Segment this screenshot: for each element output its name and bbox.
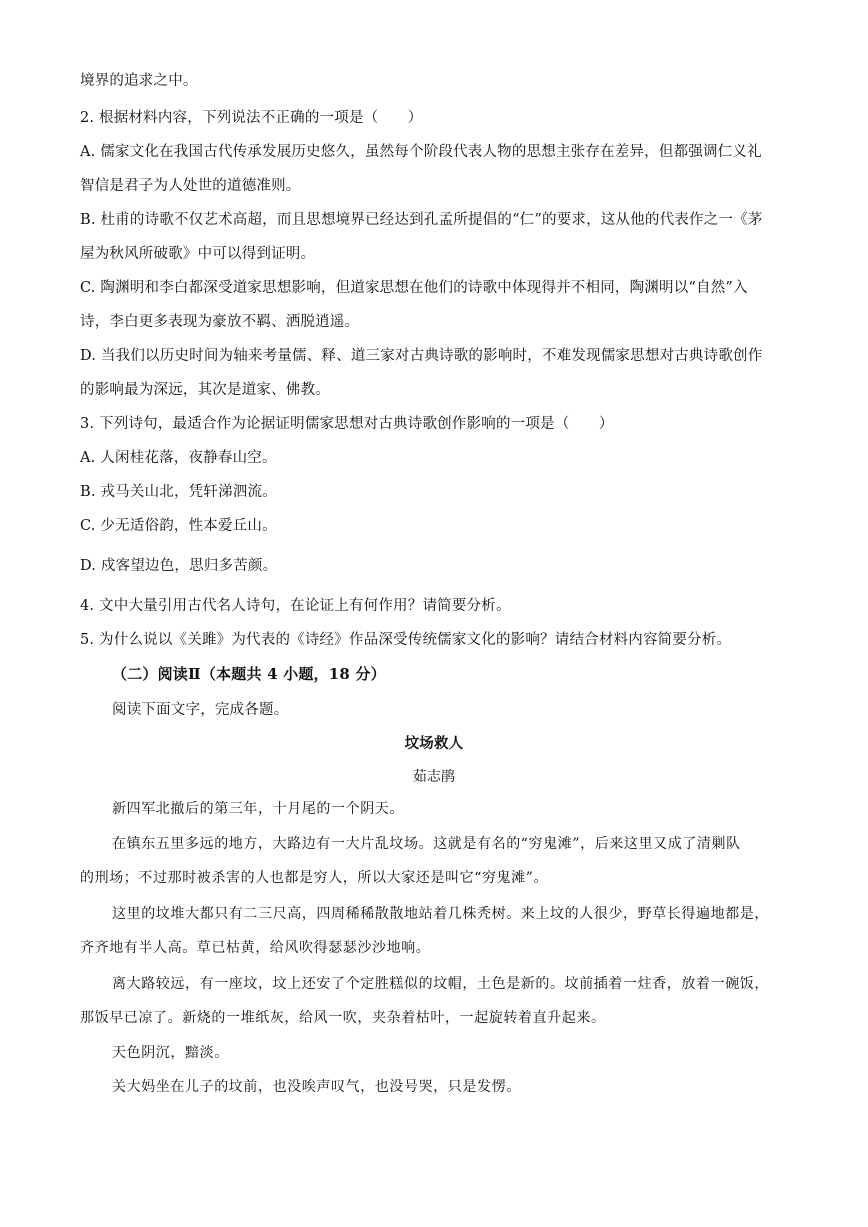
story-paragraph: 新四军北撤后的第三年，十月尾的一个阴天。 <box>112 801 404 817</box>
story-paragraph-cont: 那饭早已凉了。新烧的一堆纸灰，给风一吹，夹杂着枯叶，一起旋转着直升起来。 <box>80 1010 606 1026</box>
story-title: 坟场救人 <box>404 735 464 752</box>
story-paragraph: 关大妈坐在儿子的坟前，也没唉声叹气，也没号哭，只是发愣。 <box>112 1079 521 1095</box>
story-paragraph: 这里的坟堆大都只有二三尺高，四周稀稀散散地站着几株秃树。来上坟的人很少，野草长得遍地都是， <box>112 906 769 922</box>
story-paragraph: 天色阴沉，黯淡。 <box>112 1045 229 1061</box>
q2-option-d: D. 当我们以历史时间为轴来考量儒、释、道三家对古典诗歌的影响时，不难发现儒家思想对古典诗歌创作 <box>80 348 763 364</box>
q2-option-b-cont: 屋为秋风所破歌》中可以得到证明。 <box>80 246 316 262</box>
question-5: 5. 为什么说以《关雎》为代表的《诗经》作品深受传统儒家文化的影响？请结合材料内容简要分析。 <box>80 632 732 648</box>
text-line: 境界的追求之中。 <box>80 73 198 89</box>
q3-option-c: C. 少无适俗韵，性本爱丘山。 <box>80 518 277 534</box>
section-heading: （二）阅读Ⅱ（本题共 4 小题，18 分） <box>112 665 386 683</box>
instruction-text: 阅读下面文字，完成各题。 <box>112 702 289 718</box>
question-2: 2. 根据材料内容，下列说法不正确的一项是（ ） <box>80 110 423 126</box>
q2-option-a-cont: 智信是君子为人处世的道德准则。 <box>80 178 301 194</box>
q3-option-d: D. 戍客望边色，思归多苦颜。 <box>80 558 278 574</box>
story-paragraph: 离大路较远，有一座坟，坟上还安了个定胜糕似的坟帽，土色是新的。坟前插着一炷香，放着一碗饭， <box>112 976 769 992</box>
q2-option-b: B. 杜甫的诗歌不仅艺术高超，而且思想境界已经达到孔孟所提倡的“仁”的要求，这从他的代表作之一《茅 <box>80 212 763 228</box>
story-author: 茹志鹃 <box>412 769 456 785</box>
q3-option-a: A. 人闲桂花落，夜静春山空。 <box>80 450 277 466</box>
story-paragraph-cont: 齐齐地有半人高。草已枯黄，给风吹得瑟瑟沙沙地响。 <box>80 940 431 956</box>
q2-option-d-cont: 的影响最为深远，其次是道家、佛教。 <box>80 382 330 398</box>
q2-option-c-cont: 诗，李白更多表现为豪放不羁、洒脱逍遥。 <box>80 314 360 330</box>
story-paragraph: 在镇东五里多远的地方，大路边有一大片乱坟场。这就是有名的“穷鬼滩”，后来这里又成了清剿队 <box>112 836 741 852</box>
question-4: 4. 文中大量引用古代名人诗句，在论证上有何作用？请简要分析。 <box>80 598 511 614</box>
question-3: 3. 下列诗句，最适合作为论据证明儒家思想对古典诗歌创作影响的一项是（ ） <box>80 416 614 432</box>
q3-option-b: B. 戎马关山北，凭轩涕泗流。 <box>80 484 277 500</box>
q2-option-a: A. 儒家文化在我国古代传承发展历史悠久，虽然每个阶段代表人物的思想主张存在差异，但都强调仁义礼 <box>80 144 762 160</box>
q2-option-c: C. 陶渊明和李白都深受道家思想影响，但道家思想在他们的诗歌中体现得并不相同，陶渊明以“自然”入 <box>80 280 748 296</box>
story-paragraph-cont: 的刑场；不过那时被杀害的人也都是穷人，所以大家还是叫它“穷鬼滩”。 <box>80 870 549 886</box>
